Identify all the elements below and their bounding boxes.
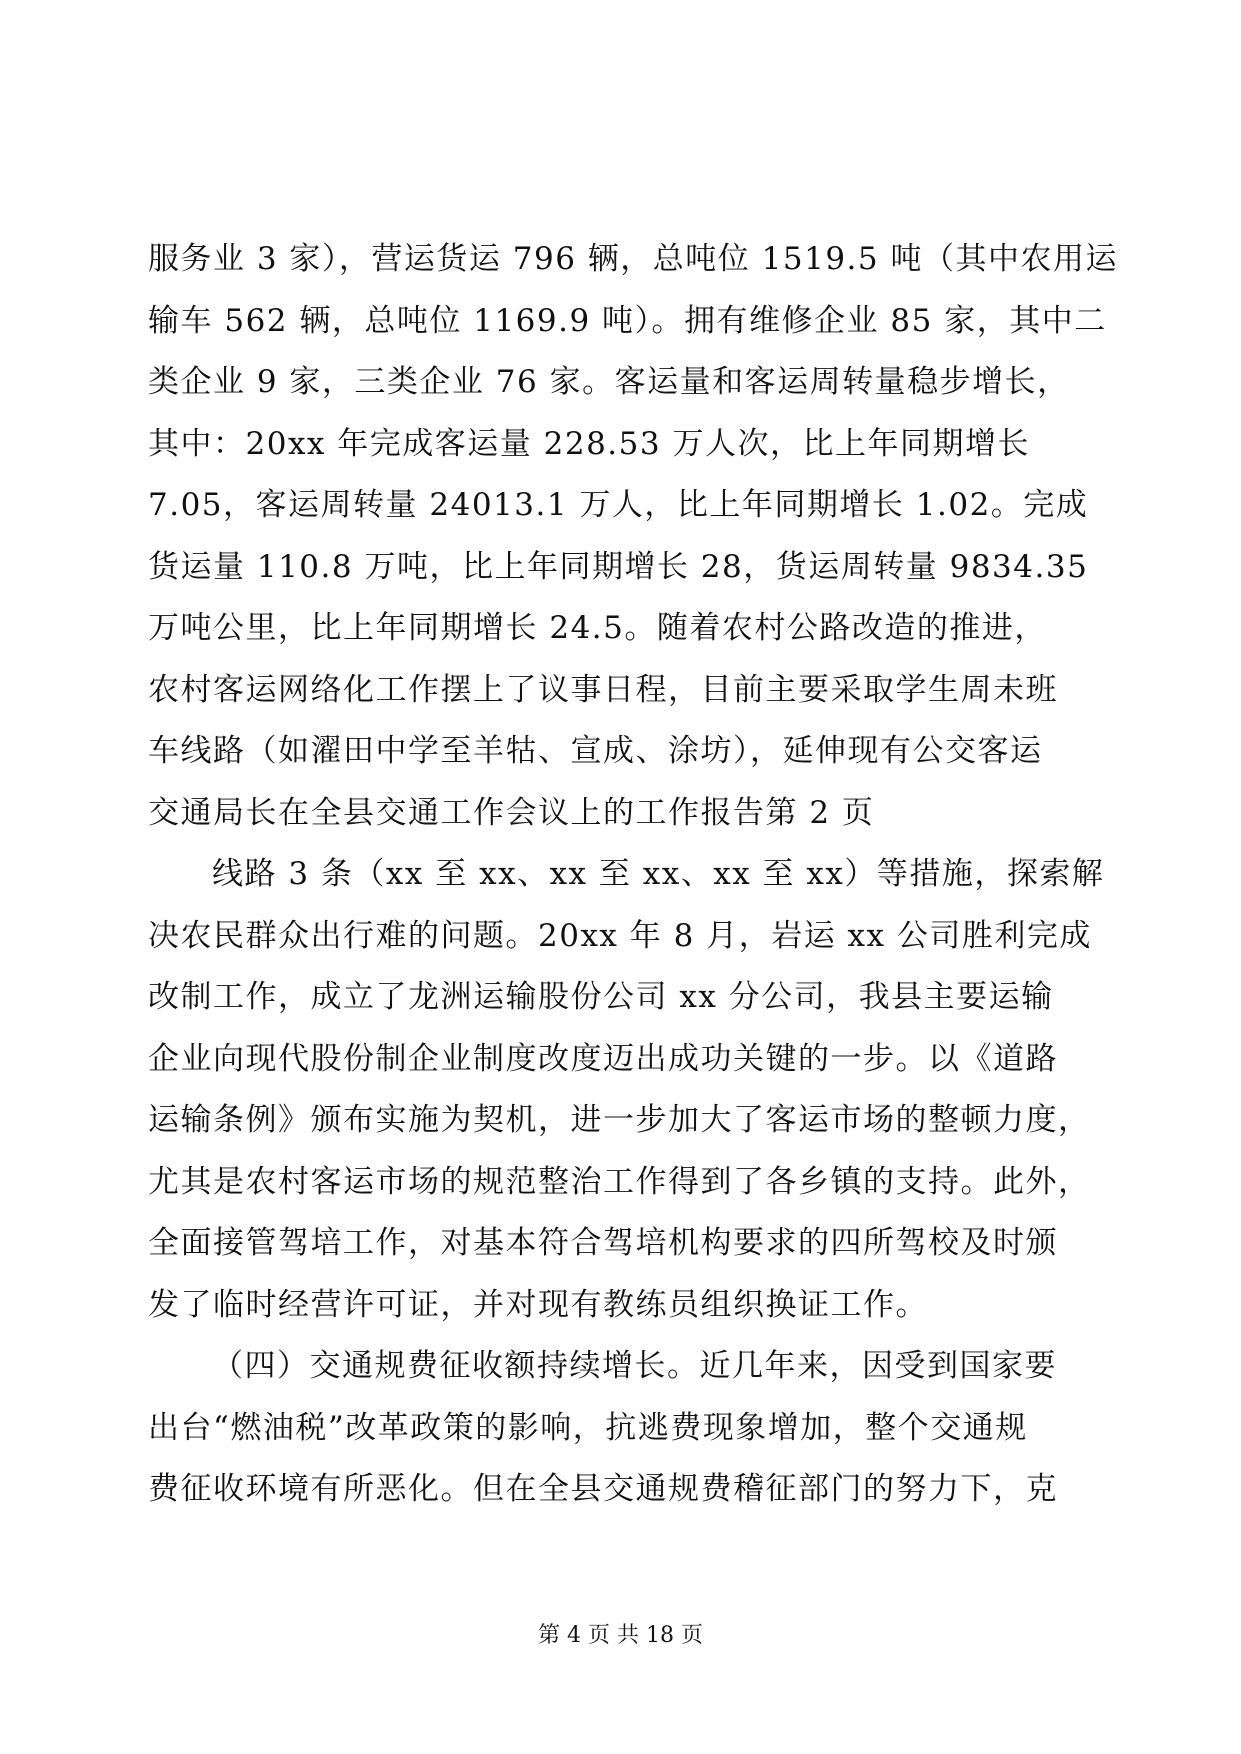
text-line: 其中：20xx 年完成客运量 228.53 万人次，比上年同期增长 [148, 425, 1030, 462]
text-line: 费征收环境有所恶化。但在全县交通规费稽征部门的努力下，克 [148, 1471, 1058, 1507]
paragraph-start-line: 线路 3 条（xx 至 xx、xx 至 xx、xx 至 xx）等措施，探索解 [212, 856, 1105, 892]
text-line: 车线路（如濯田中学至羊牯、宣成、涂坊），延伸现有公交客运 [148, 733, 1043, 769]
text-line: 出台“燃油税”改革政策的影响，抗逃费现象增加，整个交通规 [148, 1409, 1028, 1446]
text-line: 7.05，客运周转量 24013.1 万人，比上年同期增长 1.02。完成 [148, 487, 1089, 523]
text-line: 万吨公里，比上年同期增长 24.5。随着农村公路改造的推进， [148, 610, 1047, 646]
report-body-text [148, 229, 1118, 1521]
section-heading-line: （四）交通规费征收额持续增长。近几年来，因受到国家要 [212, 1348, 1057, 1384]
text-line: 尤其是农村客运市场的规范整治工作得到了各乡镇的支持。此外， [148, 1163, 1091, 1200]
text-line: 服务业 3 家），营运货运 796 辆，总吨位 1519.5 吨（其中农用运 [148, 241, 1118, 277]
text-line: 类企业 9 家，三类企业 76 家。客运量和客运周转量稳步增长， [148, 364, 1070, 400]
text-line: 全面接管驾培工作，对基本符合驾培机构要求的四所驾校及时颁 [148, 1225, 1058, 1261]
text-line: 输车 562 辆，总吨位 1169.9 吨）。拥有维修企业 85 家，其中二 [148, 302, 1107, 339]
text-line: 运输条例》颁布实施为契机，进一步加大了客运市场的整顿力度， [148, 1102, 1091, 1138]
text-line: 农村客运网络化工作摆上了议事日程，目前主要采取学生周未班 [148, 671, 1058, 708]
page-reference-line: 交通局长在全县交通工作会议上的工作报告第 2 页 [148, 794, 875, 831]
text-line: 发了临时经营许可证，并对现有教练员组织换证工作。 [148, 1286, 928, 1323]
text-line: 企业向现代股份制企业制度改度迈出成功关键的一步。以《道路 [148, 1040, 1058, 1077]
text-line: 改制工作，成立了龙洲运输股份公司 xx 分公司，我县主要运输 [148, 979, 1054, 1015]
text-line: 决农民群众出行难的问题。20xx 年 8 月，岩运 xx 公司胜利完成 [148, 917, 1092, 954]
page-number-footer: 第 4 页 共 18 页 [538, 1623, 703, 1648]
text-line: 货运量 110.8 万吨，比上年同期增长 28，货运周转量 9834.35 [148, 548, 1089, 585]
